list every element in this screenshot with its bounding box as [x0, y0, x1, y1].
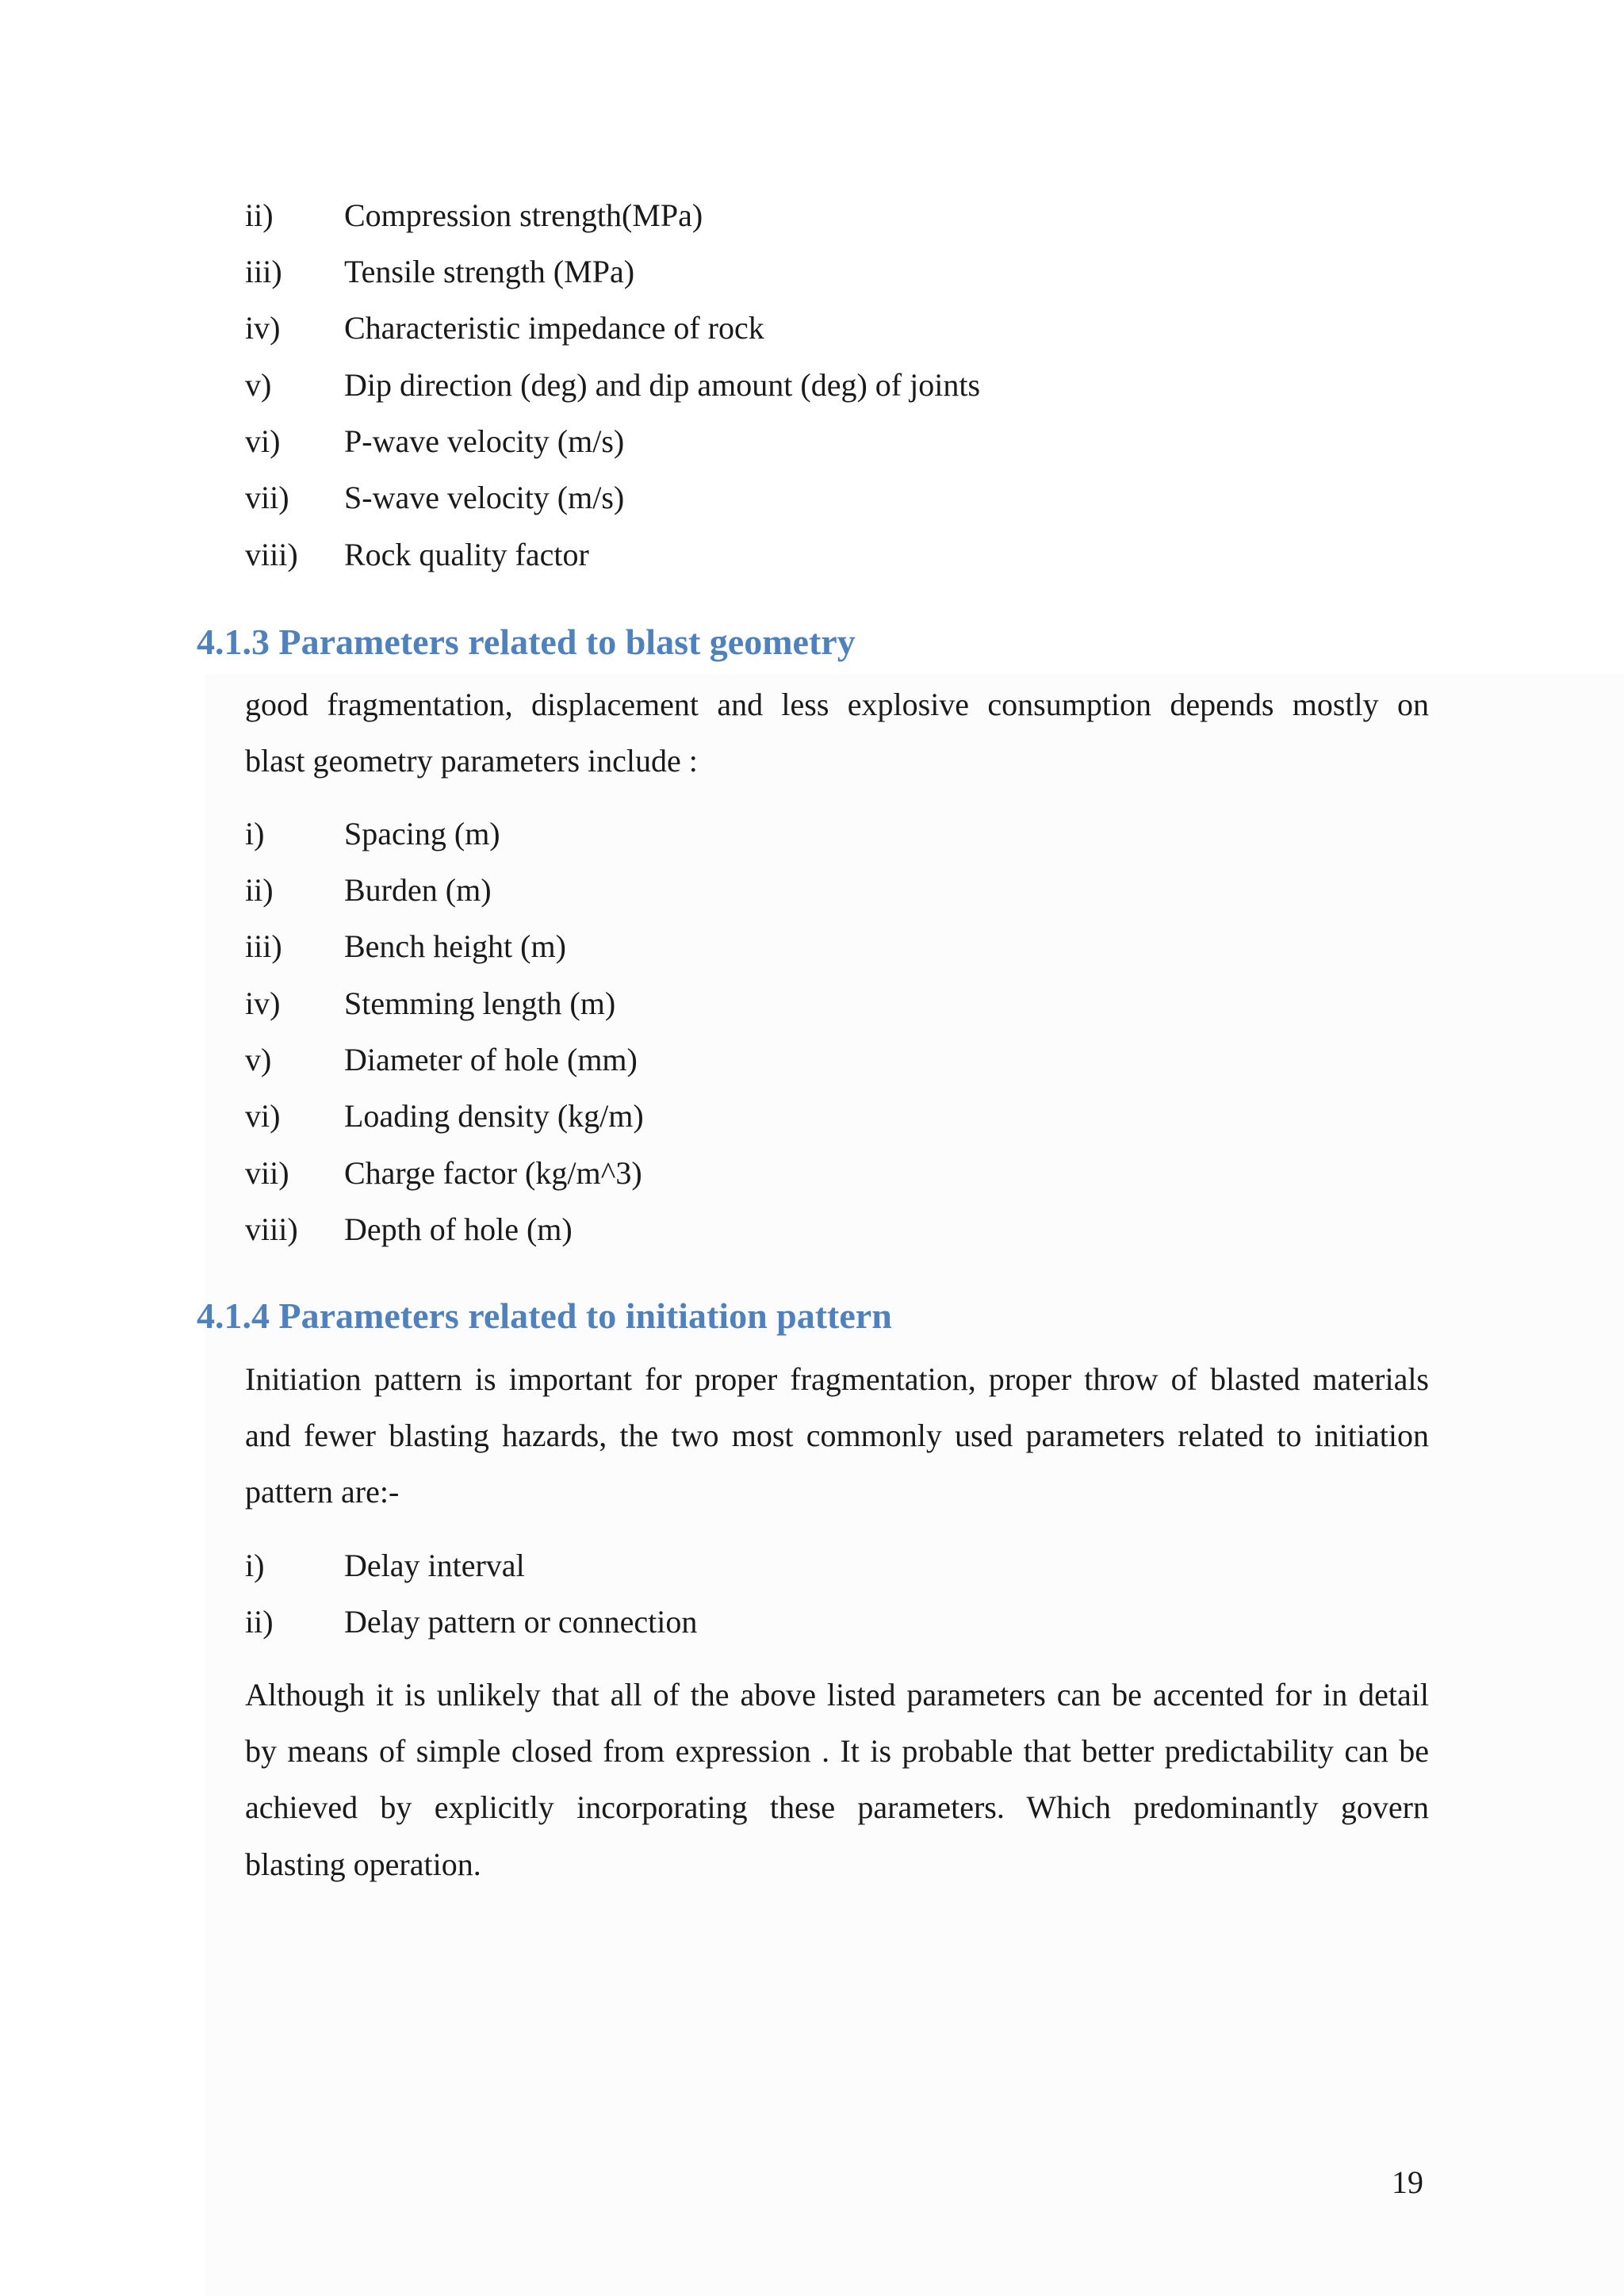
- list-item-number: v): [245, 367, 272, 403]
- list-item: [245, 474, 624, 522]
- list-item-number: viii): [245, 1211, 298, 1247]
- list-item-number: vii): [245, 1155, 289, 1191]
- list-item-number: i): [245, 1548, 265, 1583]
- list-item-text: Rock quality factor: [344, 537, 589, 572]
- closing-paragraph-line-3: achieved by explicitly incorporating these parameters. Which predominantly govern: [245, 1789, 1429, 1825]
- initiation-intro-line-1: Initiation pattern is important for proper fragmentation, proper throw of blasted materials: [245, 1361, 1429, 1397]
- page-number: 19: [1392, 2164, 1423, 2200]
- list-item-text: S-wave velocity (m/s): [344, 480, 625, 515]
- list-item: [245, 923, 566, 970]
- list-item: [245, 304, 764, 352]
- blast-geometry-intro-line-2: blast geometry parameters include :: [245, 743, 698, 779]
- list-item-number: iii): [245, 254, 282, 289]
- blast-geometry-intro-line-1: good fragmentation, displacement and less explosive consumption depends mostly on: [245, 687, 1429, 722]
- section-heading-initiation-pattern: 4.1.4 Parameters related to initiation pattern: [197, 1295, 892, 1336]
- list-item-number: vii): [245, 480, 289, 515]
- list-item-text: Charge factor (kg/m^3): [344, 1155, 642, 1191]
- list-item: [245, 192, 703, 239]
- list-item: [245, 1093, 644, 1140]
- list-item-text: Stemming length (m): [344, 985, 616, 1021]
- list-item: [245, 1150, 642, 1197]
- list-item: [245, 980, 615, 1027]
- list-item-number: ii): [245, 197, 274, 233]
- list-item-number: ii): [245, 1604, 274, 1640]
- closing-paragraph-line-1: Although it is unlikely that all of the above listed parameters can be accented for in detail: [245, 1677, 1429, 1712]
- list-item: [245, 810, 500, 858]
- list-item: [245, 1206, 573, 1253]
- list-item-number: vi): [245, 423, 281, 459]
- list-item-number: iii): [245, 928, 282, 964]
- list-item-text: Spacing (m): [344, 816, 500, 851]
- list-item: [245, 418, 624, 465]
- list-item-text: Bench height (m): [344, 928, 566, 964]
- list-item: [245, 1542, 525, 1590]
- list-item-text: Diameter of hole (mm): [344, 1042, 638, 1077]
- list-item-number: viii): [245, 537, 298, 572]
- list-item-number: vi): [245, 1098, 281, 1134]
- list-item-number: ii): [245, 872, 274, 908]
- list-item-text: Delay interval: [344, 1548, 525, 1583]
- list-item-text: Compression strength(MPa): [344, 197, 703, 233]
- list-item-text: Characteristic impedance of rock: [344, 310, 764, 346]
- list-item: [245, 1598, 697, 1646]
- initiation-intro-line-3: pattern are:-: [245, 1474, 400, 1510]
- list-item-text: Loading density (kg/m): [344, 1098, 644, 1134]
- initiation-intro-line-2: and fewer blasting hazards, the two most commonly used parameters related to initiation: [245, 1418, 1429, 1453]
- list-item: [245, 867, 492, 914]
- closing-paragraph-line-2: by means of simple closed from expression . It is probable that better predictability can be: [245, 1733, 1429, 1769]
- list-item-number: iv): [245, 985, 281, 1021]
- list-item-number: v): [245, 1042, 272, 1077]
- section-heading-blast-geometry: 4.1.3 Parameters related to blast geometry: [197, 622, 856, 662]
- list-item-text: Depth of hole (m): [344, 1211, 573, 1247]
- list-item-text: Dip direction (deg) and dip amount (deg) of joints: [344, 367, 981, 403]
- list-item-text: Burden (m): [344, 872, 492, 908]
- list-item: [245, 1036, 638, 1084]
- list-item-text: P-wave velocity (m/s): [344, 423, 625, 459]
- list-item: [245, 362, 980, 409]
- list-item-number: iv): [245, 310, 281, 346]
- list-item-text: Tensile strength (MPa): [344, 254, 635, 289]
- list-item: [245, 531, 589, 579]
- list-item: [245, 248, 634, 296]
- closing-paragraph-line-4: blasting operation.: [245, 1846, 481, 1882]
- list-item-text: Delay pattern or connection: [344, 1604, 698, 1640]
- list-item-number: i): [245, 816, 265, 851]
